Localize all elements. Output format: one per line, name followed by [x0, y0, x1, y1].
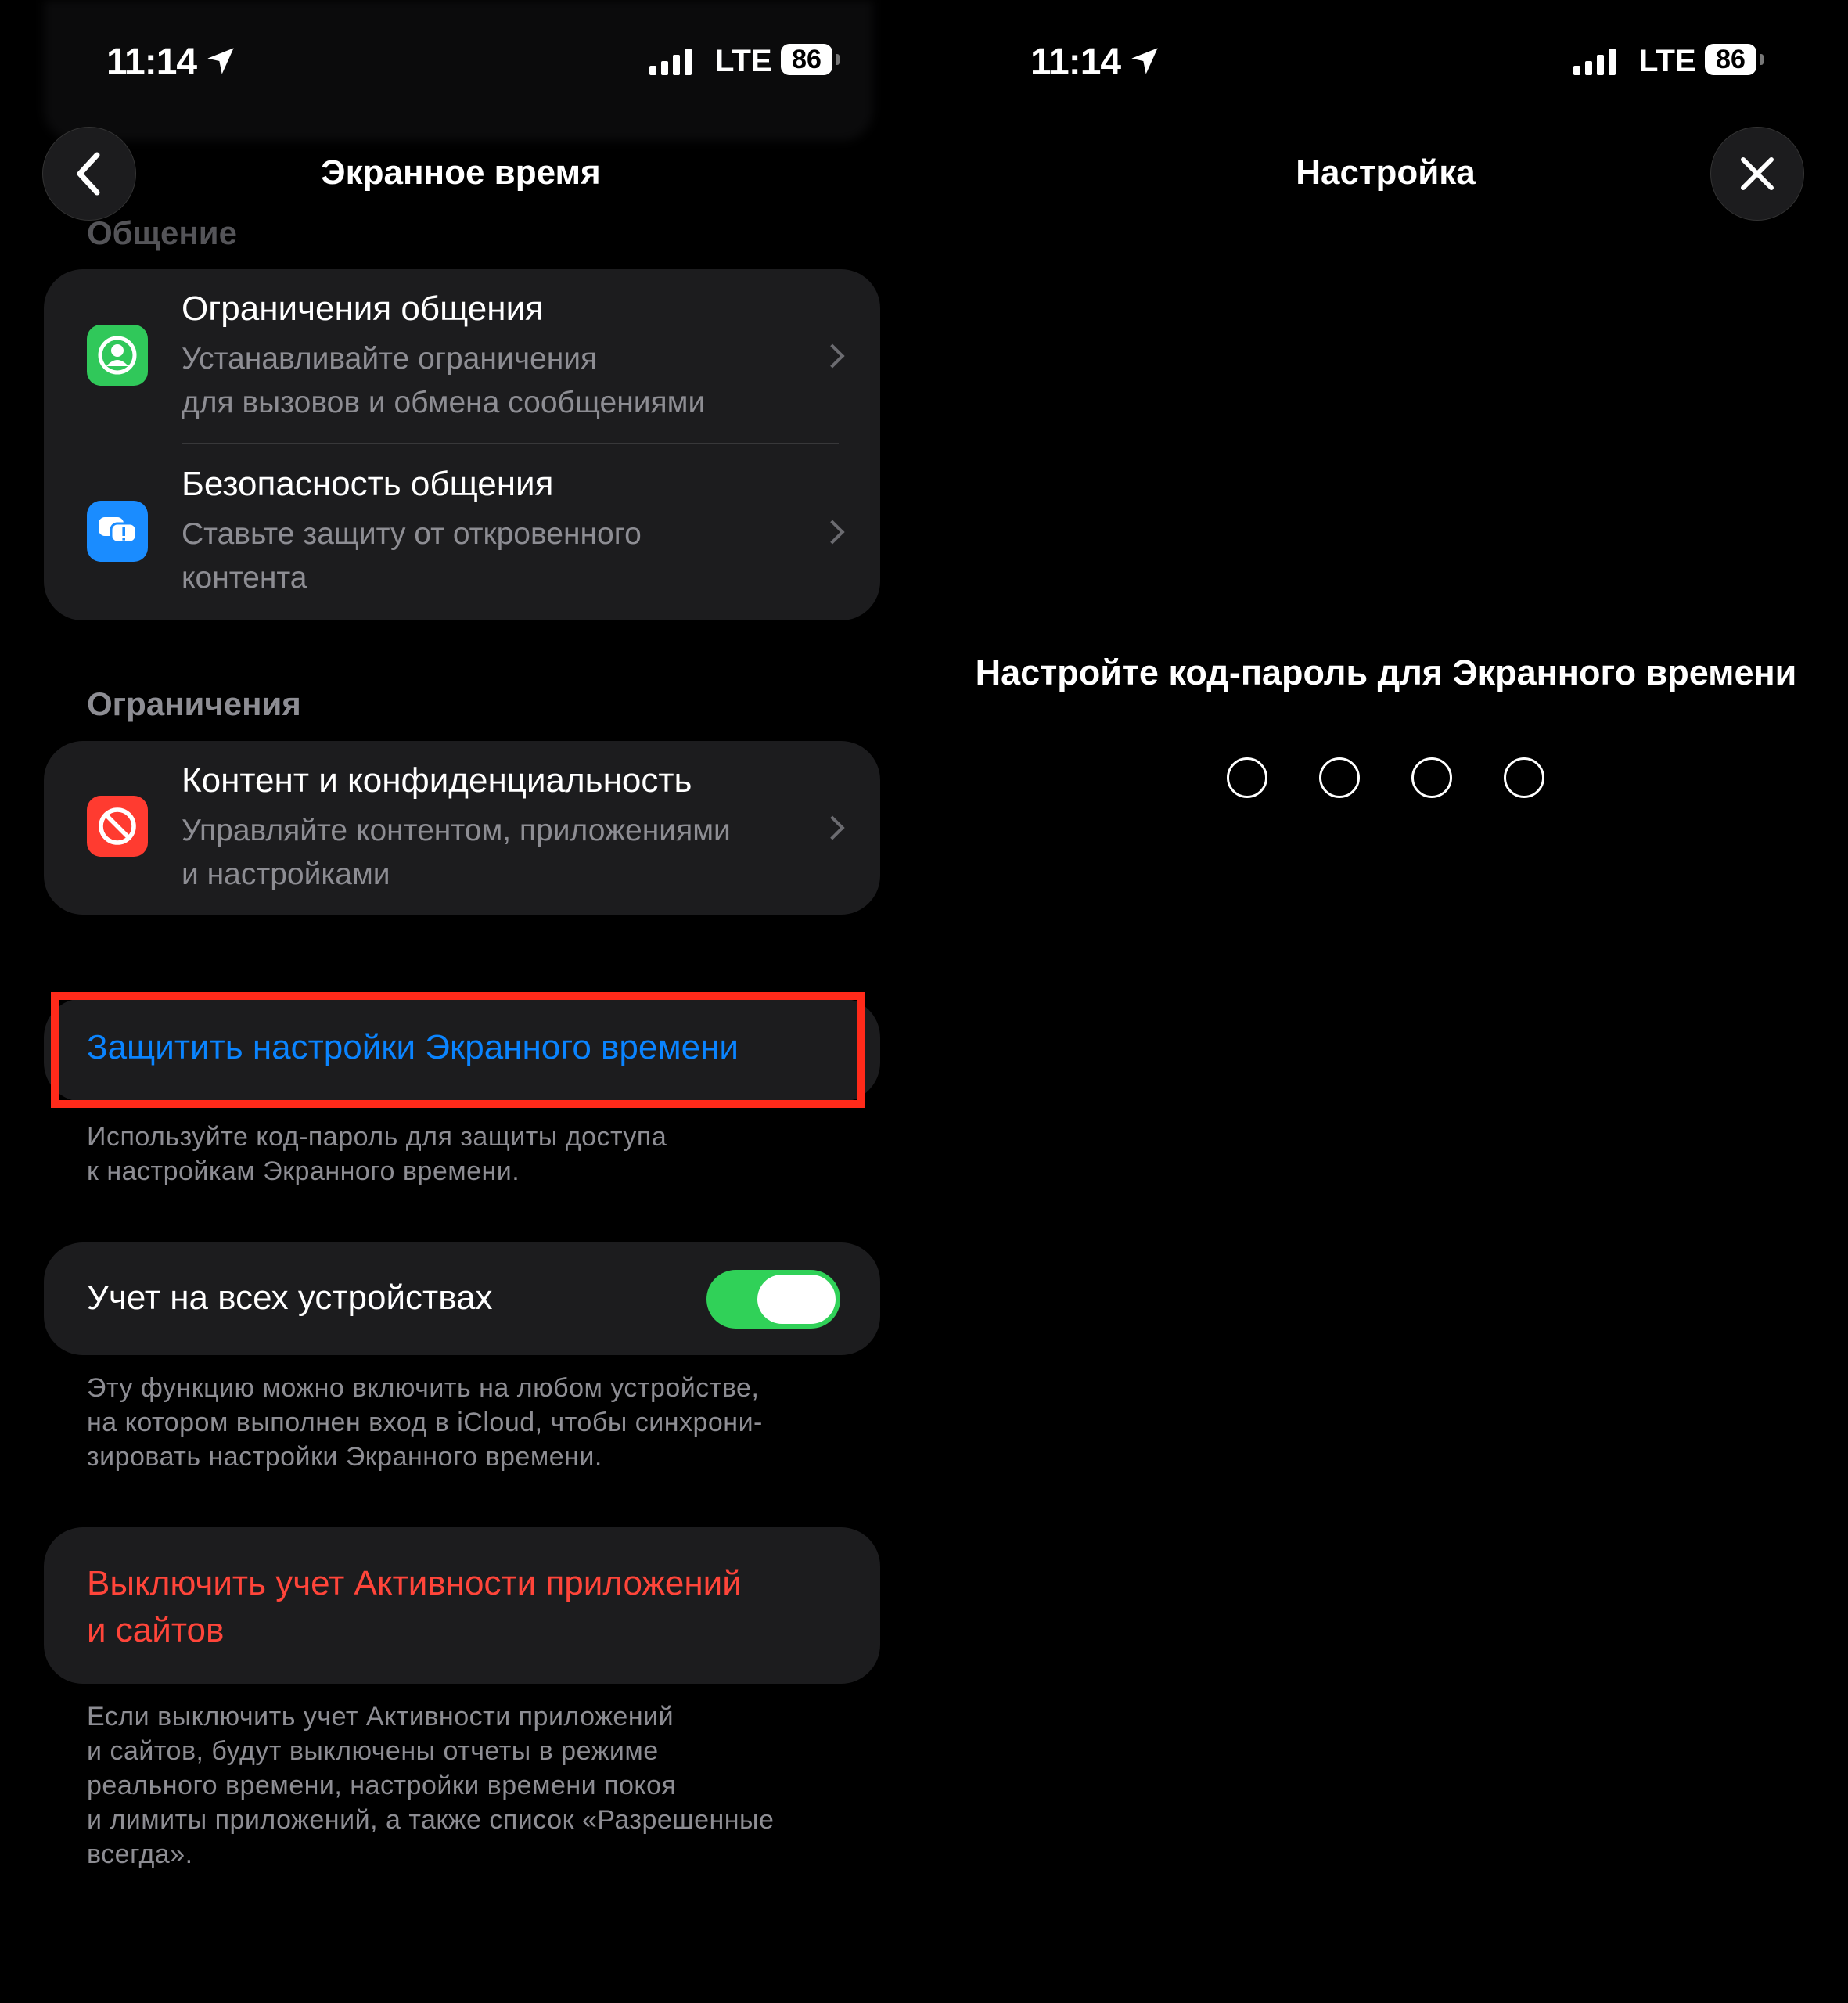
row-title: Ограничения общения — [182, 289, 544, 328]
passcode-prompt: Настройте код-пароль для Экранного времени — [975, 653, 1797, 692]
page-title: Экранное время — [321, 153, 601, 192]
share-across-devices-row — [44, 1242, 880, 1355]
communication-safety-row[interactable] — [44, 444, 880, 620]
page-title: Настройка — [1296, 153, 1476, 192]
share-label: Учет на всех устройствах — [87, 1278, 493, 1317]
communication-card — [44, 269, 880, 620]
location-arrow-icon — [1129, 45, 1160, 77]
battery-indicator: 86 — [1705, 44, 1756, 75]
protect-settings-label: Защитить настройки Экранного времени — [87, 1028, 739, 1066]
row-title: Безопасность общения — [182, 465, 554, 503]
right-screen — [924, 0, 1848, 2003]
row-subtitle: Устанавливайте ограничения для вызовов и обмена сообщениями — [182, 342, 706, 419]
chevron-right-icon — [820, 815, 844, 840]
status-bar — [924, 41, 1848, 85]
close-icon — [1737, 153, 1778, 194]
row-title: Контент и конфиденциальность — [182, 761, 692, 800]
network-type: LTE — [715, 44, 772, 78]
chevron-right-icon — [820, 520, 844, 544]
chevron-left-icon — [74, 152, 105, 196]
toggle-knob — [757, 1275, 836, 1324]
section-header-communication: Общение — [87, 214, 237, 251]
passcode-dot — [1411, 757, 1452, 798]
content-privacy-row[interactable] — [44, 741, 880, 915]
passcode-dot — [1319, 757, 1360, 798]
prohibited-icon — [87, 796, 148, 857]
back-button[interactable] — [42, 127, 136, 221]
row-subtitle: Управляйте контентом, приложениями и настройками — [182, 814, 731, 891]
passcode-dot — [1504, 757, 1544, 798]
chat-bubbles-warning-icon — [87, 501, 148, 562]
disable-footer: Если выключить учет Активности приложений и сайтов, будут выключены отчеты в режиме реального времени, настройки времени покоя и лимиты приложений, а также список «Разрешенные всегда». — [87, 1702, 775, 1869]
communication-limits-row[interactable] — [44, 269, 880, 444]
passcode-dot — [1227, 757, 1267, 798]
cellular-signal-icon — [1573, 49, 1616, 75]
status-time: 11:14 — [106, 41, 197, 83]
disable-activity-label: Выключить учет Активности приложений и сайтов — [87, 1564, 742, 1649]
person-circle-icon — [87, 325, 148, 386]
section-header-restrictions: Ограничения — [87, 685, 301, 722]
network-type: LTE — [1639, 44, 1696, 78]
close-button[interactable] — [1710, 127, 1804, 221]
location-arrow-icon — [205, 45, 236, 77]
battery-indicator: 86 — [781, 44, 832, 75]
disable-activity-button[interactable] — [44, 1527, 880, 1684]
share-toggle[interactable] — [706, 1270, 840, 1329]
status-bar — [0, 41, 924, 85]
share-footer: Эту функцию можно включить на любом устройстве, на котором выполнен вход в iCloud, чтобы синхрони- зировать настройки Экранного времени. — [87, 1373, 763, 1472]
cellular-signal-icon — [649, 49, 692, 75]
protect-footer: Используйте код-пароль для защиты доступа к настройкам Экранного времени. — [87, 1122, 667, 1186]
chevron-right-icon — [820, 343, 844, 368]
status-time: 11:14 — [1030, 41, 1121, 83]
row-subtitle: Ставьте защиту от откровенного контента — [182, 517, 642, 595]
highlight-box — [51, 992, 865, 1108]
